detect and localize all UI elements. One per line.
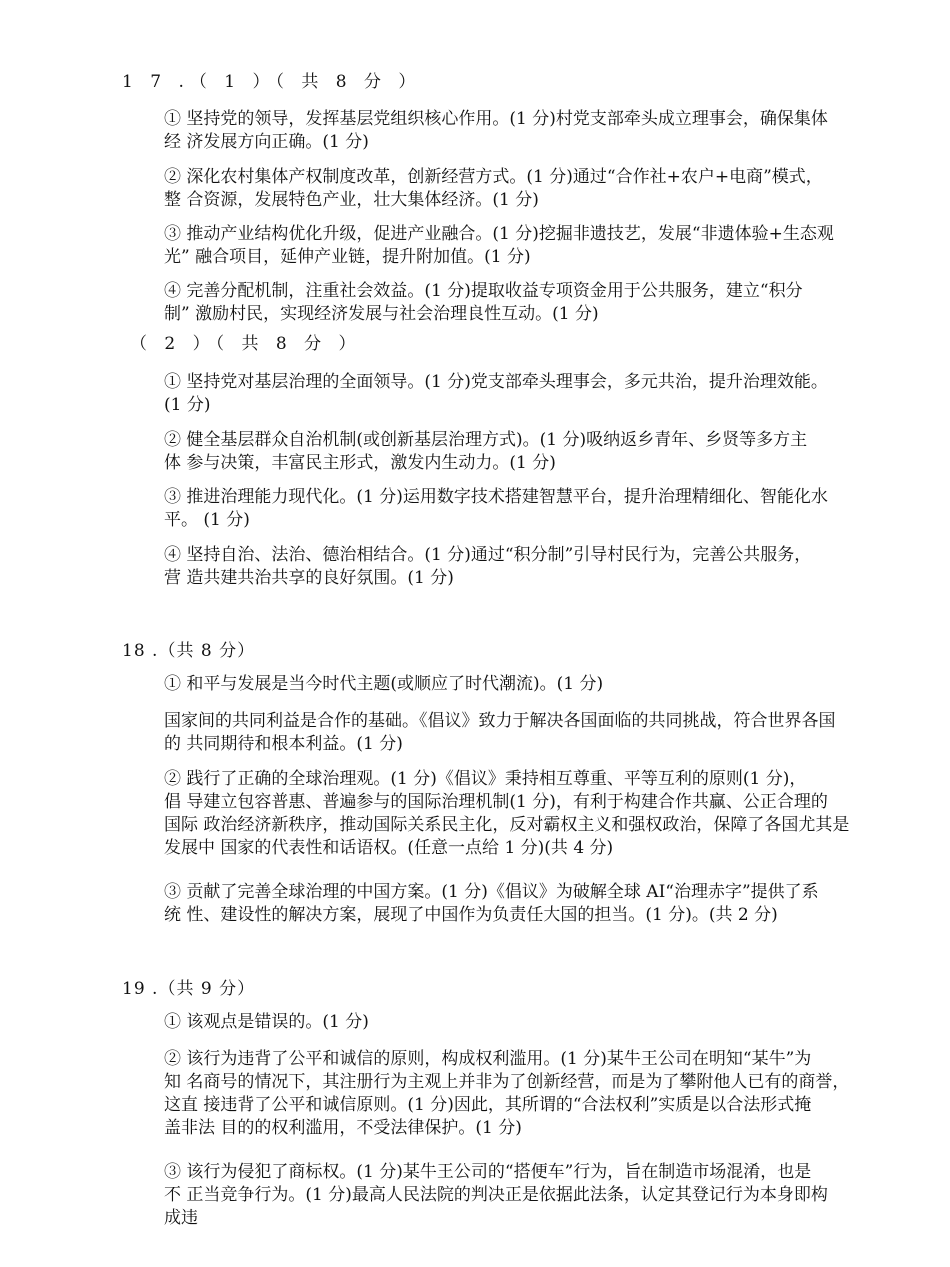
q17-item-3 — [164, 223, 900, 269]
q18-item-3 — [164, 768, 900, 860]
text-line: ③ 贡献了完善全球治理的中国方案。(1 分)《倡议》为破解全球 AI“治理赤字”提供了系 — [164, 882, 819, 902]
text-line: 经 济发展方向正确。(1 分) — [164, 132, 369, 152]
q17-sub-item-4 — [164, 544, 900, 590]
text-line: 制” 激励村民，实现经济发展与社会治理良性互动。(1 分) — [164, 304, 599, 324]
text-line: 体 参与决策，丰富民主形式，激发内生动力。(1 分) — [164, 453, 556, 473]
q19-item-3 — [164, 1161, 900, 1230]
text-line: ① 和平与发展是当今时代主题(或顺应了时代潮流)。(1 分) — [164, 674, 604, 694]
text-line: 成违 — [164, 1208, 198, 1228]
q17-item-4 — [164, 280, 900, 326]
q19-item-1 — [164, 1011, 900, 1034]
q18-item-4 — [164, 881, 900, 927]
text-line: 不 正当竞争行为。(1 分)最高人民法院的判决正是依据此法条，认定其登记行为本身即构 — [164, 1185, 828, 1205]
text-line: ① 坚持党的领导，发挥基层党组织核心作用。(1 分)村党支部牵头成立理事会，确保集体 — [164, 109, 828, 129]
text-line: 国家间的共同利益是合作的基础。《倡议》致力于解决各国面临的共同挑战，符合世界各国 — [164, 711, 836, 731]
text-line: 平。 (1 分) — [164, 510, 250, 530]
text-line: ② 深化农村集体产权制度改革，创新经营方式。(1 分)通过“合作社+农户+电商”模式， — [164, 167, 823, 187]
text-line: ③ 推动产业结构优化升级，促进产业融合。(1 分)挖掘非遗技艺，发展“非遗体验+生态观 — [164, 224, 834, 244]
q17-item-1 — [164, 108, 900, 154]
q18-item-1 — [164, 673, 900, 696]
text-line: ② 健全基层群众自治机制(或创新基层治理方式)。(1 分)吸纳返乡青年、乡贤等多方主 — [164, 430, 808, 450]
text-line: ① 该观点是错误的。(1 分) — [164, 1012, 369, 1032]
q17-item-2 — [164, 166, 900, 212]
text-line: ④ 坚持自治、法治、德治相结合。(1 分)通过“积分制”引导村民行为，完善公共服务， — [164, 545, 812, 565]
text-line: 知 名商号的情况下，其注册行为主观上并非为了创新经营，而是为了攀附他人已有的商誉， — [164, 1072, 850, 1092]
q19-item-2 — [164, 1048, 900, 1140]
text-line: 整 合资源，发展特色产业，壮大集体经济。(1 分) — [164, 190, 539, 210]
q17-heading: 1 7 .（ 1 ）（ 共 8 分 ） — [122, 72, 422, 92]
text-line: 光” 融合项目，延伸产业链，提升附加值。(1 分) — [164, 247, 531, 267]
text-line: ② 该行为违背了公平和诚信的原则，构成权利滥用。(1 分)某牛王公司在明知“某牛”为 — [164, 1049, 812, 1069]
q17-sub-item-3 — [164, 486, 900, 532]
text-line: 营 造共建共治共享的良好氛围。(1 分) — [164, 568, 454, 588]
text-line: ③ 推进治理能力现代化。(1 分)运用数字技术搭建智慧平台，提升治理精细化、智能化水 — [164, 487, 828, 507]
text-line: 统 性、建设性的解决方案，展现了中国作为负责任大国的担当。(1 分)。(共 2 分) — [164, 905, 778, 925]
text-line: (1 分) — [164, 395, 211, 415]
q17-sub-item-1 — [164, 371, 900, 417]
text-line: 这直 接违背了公平和诚信原则。(1 分)因此，其所谓的“合法权利”实质是以合法形式掩 — [164, 1095, 812, 1115]
text-line: ① 坚持党对基层治理的全面领导。(1 分)党支部牵头理事会，多元共治，提升治理效能。 — [164, 372, 828, 392]
text-line: 的 共同期待和根本利益。(1 分) — [164, 734, 403, 754]
text-line: ③ 该行为侵犯了商标权。(1 分)某牛王公司的“搭便车”行为，旨在制造市场混淆，也是 — [164, 1162, 812, 1182]
q18-item-2 — [164, 710, 900, 756]
q17-sub-item-2 — [164, 429, 900, 475]
text-line: ② 践行了正确的全球治理观。(1 分)《倡议》秉持相互尊重、平等互利的原则(1 分)， — [164, 769, 807, 789]
text-line: 发展中 国家的代表性和话语权。(任意一点给 1 分)(共 4 分) — [164, 838, 614, 858]
text-line: 盖非法 目的的权利滥用，不受法律保护。(1 分) — [164, 1118, 522, 1138]
q19-heading: 19 .（共 9 分） — [122, 979, 256, 999]
q17-sub-heading: （ 2 ）（ 共 8 分 ） — [130, 334, 362, 354]
text-line: 倡 导建立包容普惠、普遍参与的国际治理机制(1 分)，有利于构建合作共赢、公正合理的 — [164, 792, 828, 812]
q18-heading: 18 .（共 8 分） — [122, 641, 256, 661]
text-line: ④ 完善分配机制，注重社会效益。(1 分)提取收益专项资金用于公共服务，建立“积分 — [164, 281, 803, 301]
text-line: 国际 政治经济新秩序，推动国际关系民主化，反对霸权主义和强权政治，保障了各国尤其是 — [164, 815, 850, 835]
